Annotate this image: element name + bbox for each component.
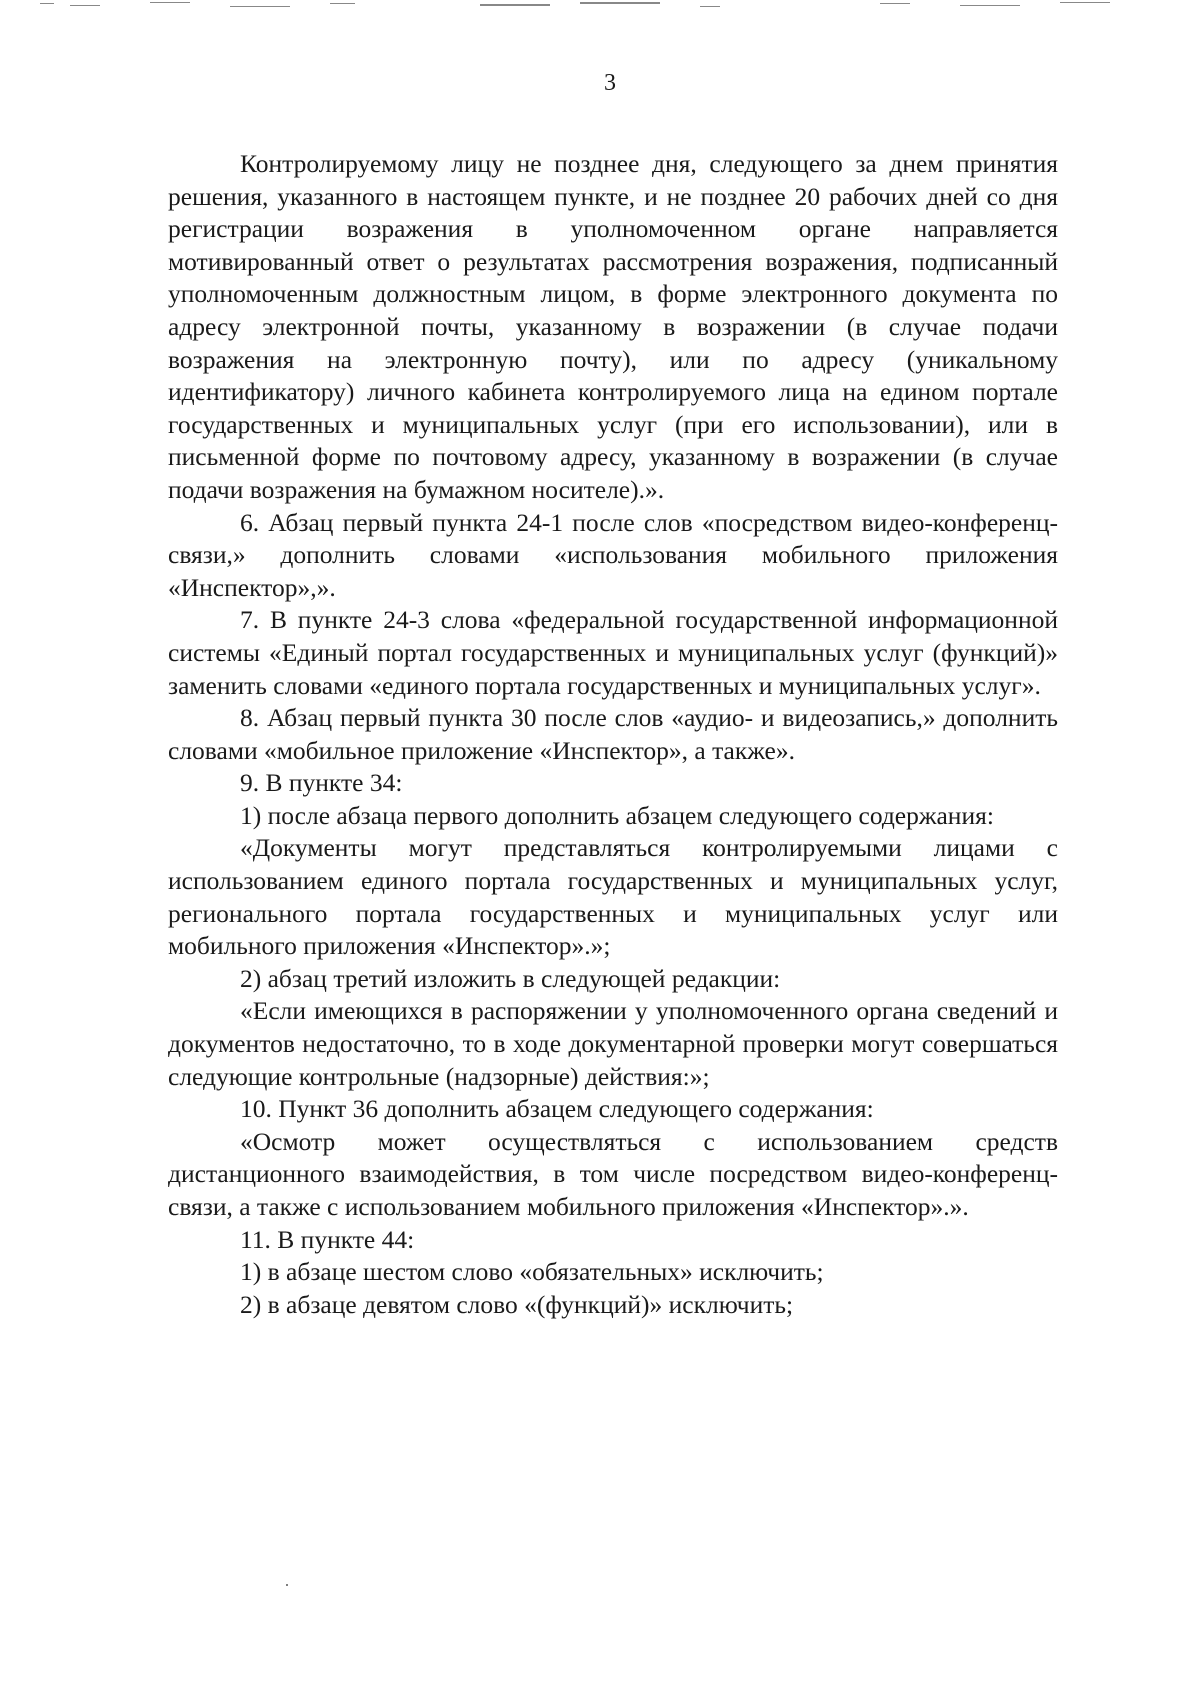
scan-speck — [286, 1584, 288, 1586]
paragraph-item-11-sub-1: 1) в абзаце шестом слово «обязательных» исключить; — [240, 1257, 824, 1287]
paragraph-response-to-objection: Контролируемому лицу не позднее дня, следующего за днем принятия решения, указанного в настоящем пункте, и не позднее 20 рабочих дней со дня регистрации возражения в уполномоченном органе направляется мотивированный ответ о результатах рассмотрения возражения, подписанный уполномоченным должностным лицом, в форме электронного документа по адресу электронной почты, указанному в возражении (в случае подачи возражения на электронную почту), или по адресу (уникальному идентификатору) личного кабинета контролируемого лица на едином портале государственных и муниципальных услуг (при его использовании), или в письменной форме по почтовому адресу, указанному в возражении (в случае подачи возражения на бумажном носителе).». — [168, 149, 1058, 504]
paragraph-item-7: 7. В пункте 24-3 слова «федеральной государственной информационной системы «Единый портал государственных и муниципальных услуг (функций)» заменить словами «единого портала государственных и муниципальных услуг». — [168, 605, 1058, 700]
paragraph-item-9-sub-2: 2) абзац третий изложить в следующей редакции: — [240, 963, 781, 993]
paragraph-item-9: 9. В пункте 34: — [240, 768, 403, 798]
scan-edge-noise — [0, 0, 1200, 18]
paragraph-item-11: 11. В пункте 44: — [240, 1224, 415, 1254]
paragraph-item-10: 10. Пункт 36 дополнить абзацем следующего содержания: — [240, 1094, 874, 1124]
document-body — [168, 148, 1058, 1321]
paragraph-quote-inspection: «Осмотр может осуществляться с использованием средств дистанционного взаимодействия, в том числе посредством видео-конференц-связи, а также с использованием мобильного приложения «Инспектор».». — [168, 1126, 1058, 1221]
paragraph-quote-insufficient-info: «Если имеющихся в распоряжении у уполномоченного органа сведений и документов недостаточно, то в ходе документарной проверки могут совершаться следующие контрольные (надзорные) действия:»; — [168, 996, 1058, 1091]
page-number: 3 — [604, 70, 616, 96]
paragraph-quote-documents: «Документы могут представляться контролируемыми лицами с использованием единого портала государственных и муниципальных услуг, регионального портала государственных и муниципальных услуг или мобильного приложения «Инспектор».»; — [168, 833, 1058, 961]
paragraph-item-8: 8. Абзац первый пункта 30 после слов «аудио- и видеозапись,» дополнить словами «мобильное приложение «Инспектор», а также». — [168, 703, 1058, 765]
paragraph-item-9-sub-1: 1) после абзаца первого дополнить абзацем следующего содержания: — [240, 800, 994, 830]
paragraph-item-6: 6. Абзац первый пункта 24-1 после слов «посредством видео-конференц-связи,» дополнить словами «использования мобильного приложения «Инспектор»,». — [168, 507, 1058, 602]
paragraph-item-11-sub-2: 2) в абзаце девятом слово «(функций)» исключить; — [240, 1289, 794, 1319]
